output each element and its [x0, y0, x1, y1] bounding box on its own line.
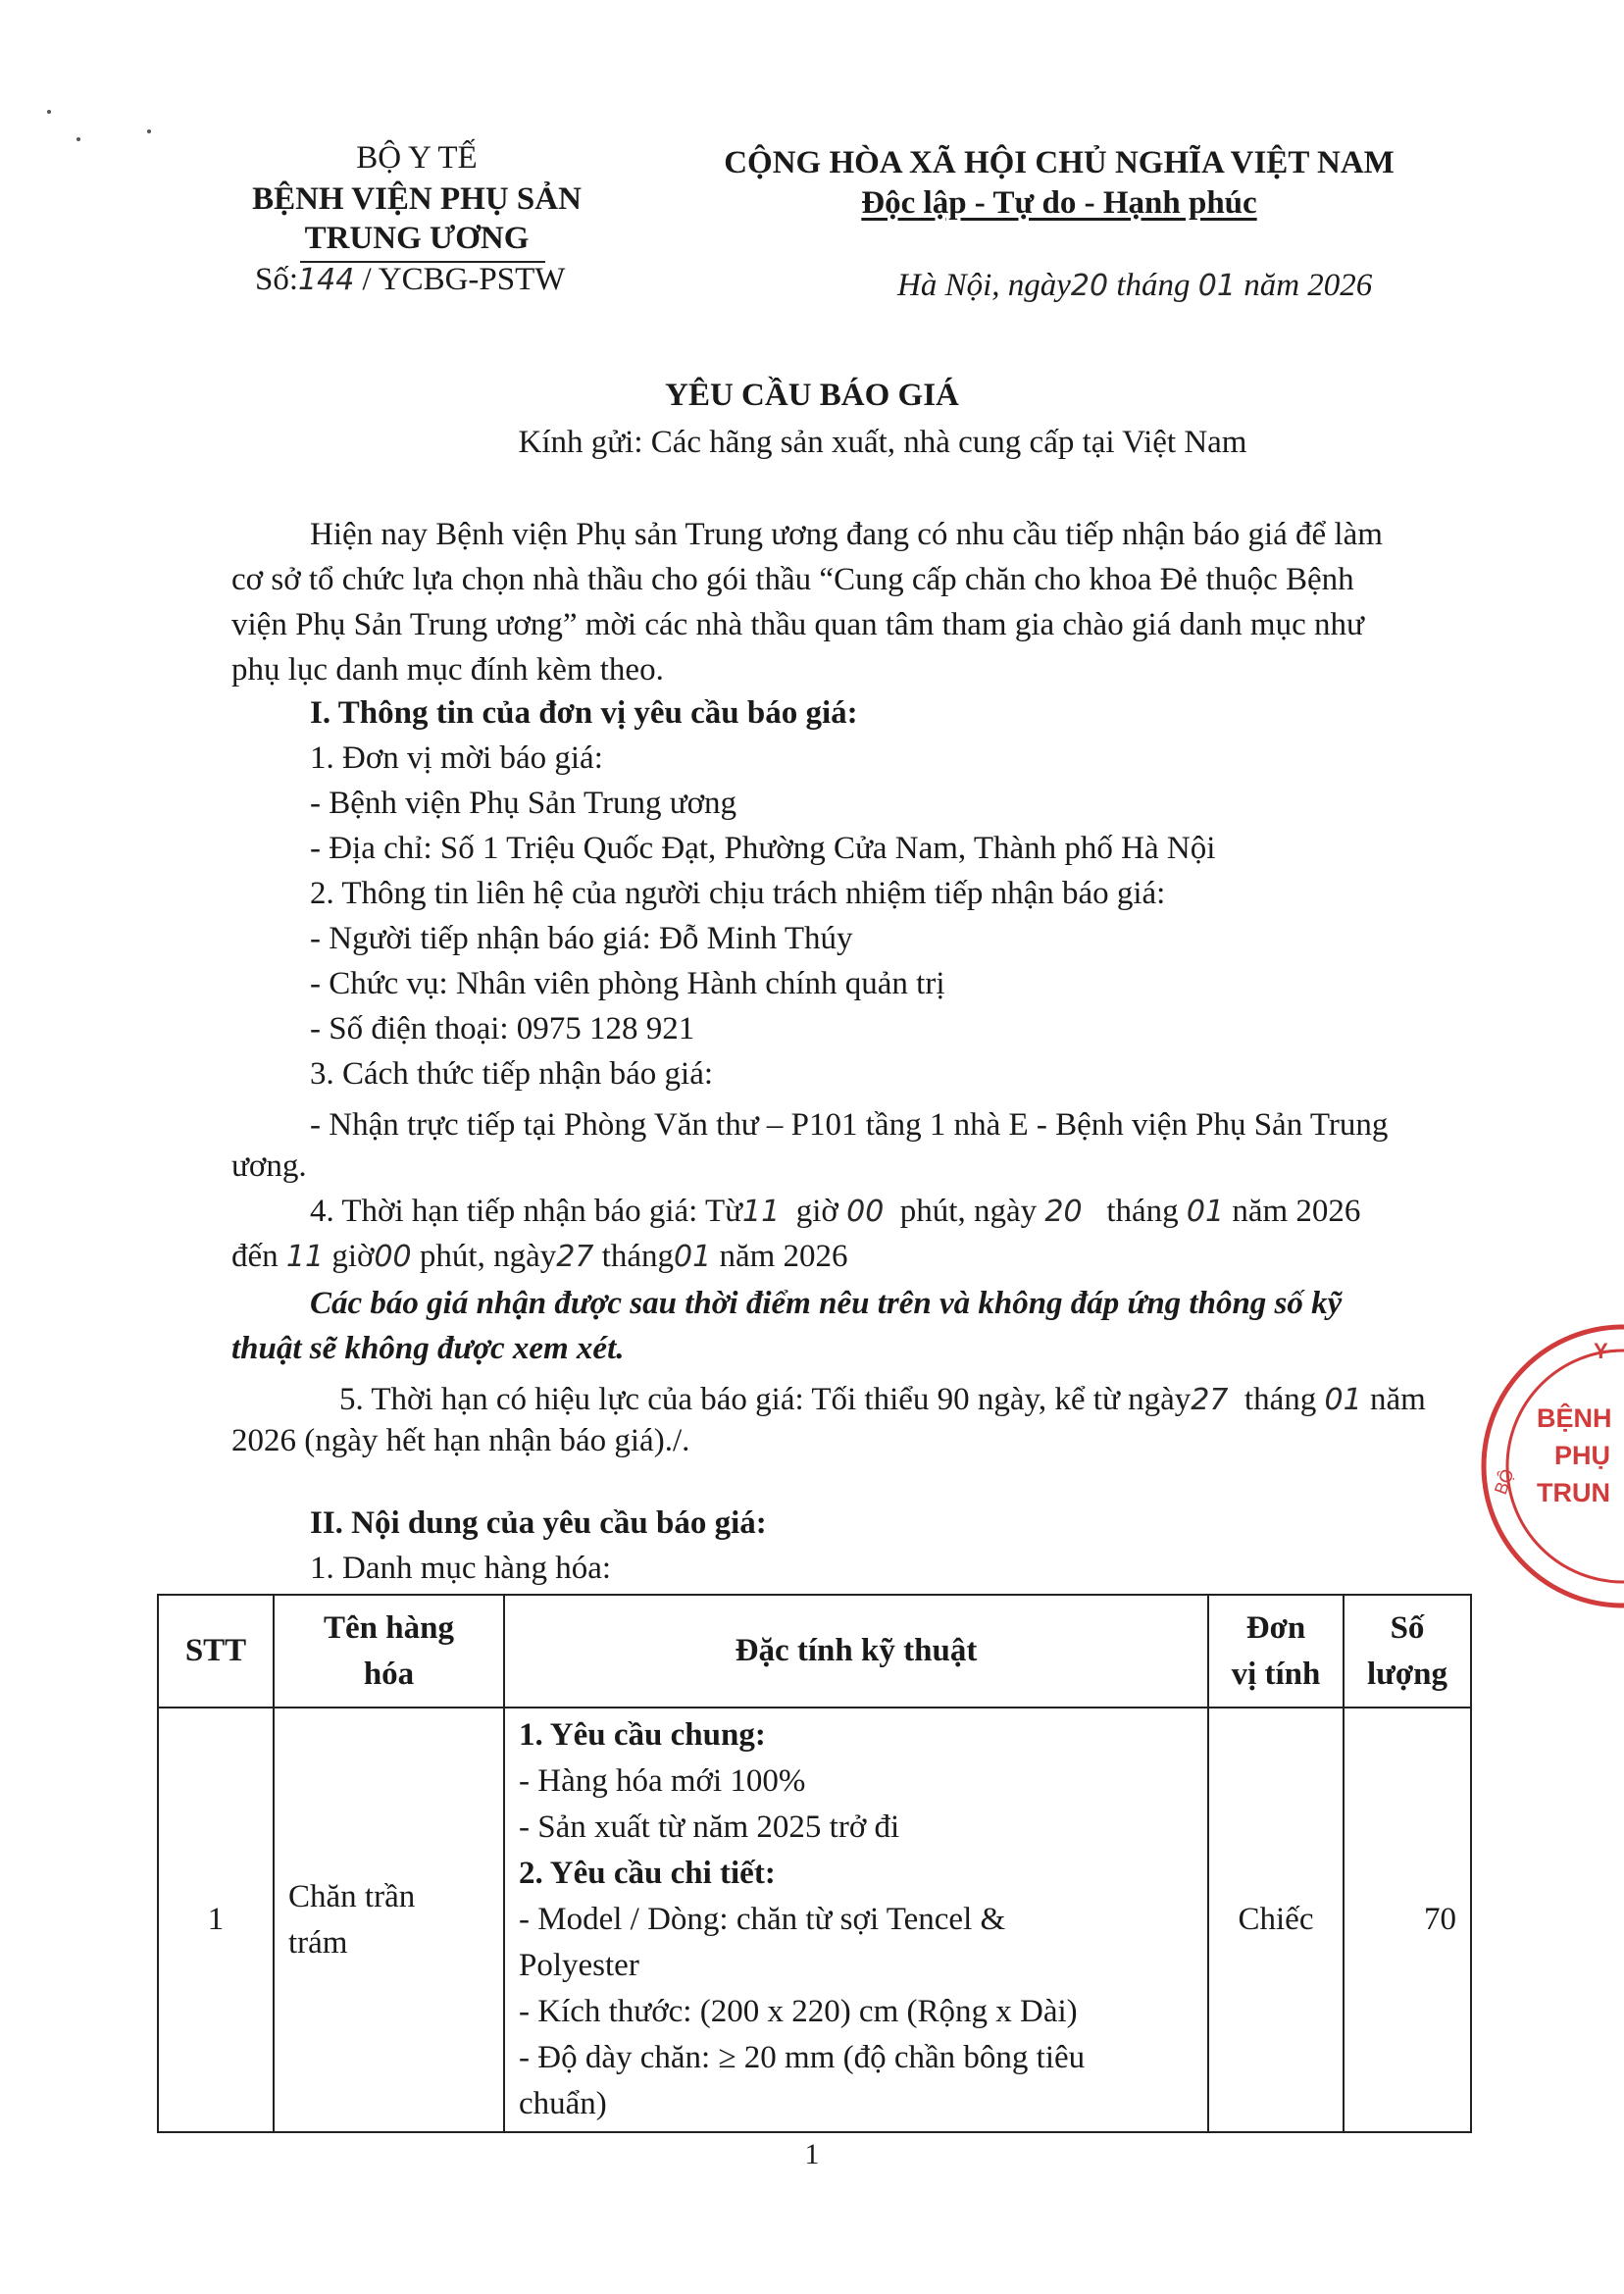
deadline-text: năm 2026 [719, 1239, 848, 1274]
scan-speck [76, 137, 80, 141]
intro-line-2: cơ sở tổ chức lựa chọn nhà thầu cho gói thầu “Cung cấp chăn cho khoa Đẻ thuộc Bệnh [231, 562, 1354, 597]
spec-line: chuẩn) [519, 2086, 607, 2121]
deadline-text: giờ [331, 1239, 375, 1274]
seal-text-line1: BỆNH [1537, 1403, 1612, 1433]
intro-line-4: phụ lục danh mục đính kèm theo. [231, 652, 664, 688]
deadline-month-start: 01 [1186, 1195, 1225, 1229]
warning-line-2: thuật sẽ không được xem xét. [231, 1331, 625, 1366]
unit-name: - Bệnh viện Phụ Sản Trung ương [310, 786, 737, 821]
country-name: CỘNG HÒA XÃ HỘI CHỦ NGHĨA VIỆT NAM [724, 145, 1395, 180]
hospital-name-line2: TRUNG ƯƠNG [304, 221, 530, 256]
doc-number-suffix: / YCBG-PSTW [362, 262, 566, 297]
deadline-day-end: 27 [556, 1240, 594, 1274]
spec-line: - Độ dày chăn: ≥ 20 mm (độ chần bông tiêu [519, 2040, 1086, 2075]
header-stt-label: STT [184, 1633, 247, 1668]
validity-day-handwritten: 27 [1191, 1383, 1229, 1417]
seal-text-line2: PHỤ [1554, 1441, 1611, 1470]
date-place: Hà Nội, ngày [897, 268, 1071, 303]
hospital-name-line1: BỆNH VIỆN PHỤ SẢN [252, 181, 582, 217]
validity-text: 5. Thời hạn có hiệu lực của báo giá: Tối thiểu 90 ngày, kể từ ngày [339, 1382, 1192, 1417]
cell-qty: 70 [1344, 1708, 1471, 2132]
deadline-day-start: 20 [1044, 1195, 1083, 1229]
table-row [158, 1708, 1471, 2132]
receiver-phone: - Số điện thoại: 0975 128 921 [310, 1011, 695, 1046]
section1-item2: 2. Thông tin liên hệ của người chịu trách nhiệm tiếp nhận báo giá: [310, 876, 1166, 911]
date-year: năm 2026 [1243, 268, 1373, 303]
cell-name-line1: Chăn trần [288, 1878, 416, 1914]
spec-heading-detail: 2. Yêu cầu chi tiết: [519, 1856, 776, 1891]
section2-item1: 1. Danh mục hàng hóa: [310, 1551, 612, 1586]
header-spec-label: Đặc tính kỹ thuật [735, 1633, 978, 1668]
deadline-text: năm 2026 [1232, 1194, 1361, 1229]
spec-line: Polyester [519, 1948, 639, 1983]
deadline-text: 4. Thời hạn tiếp nhận báo giá: Từ [310, 1194, 743, 1229]
intro-line-1: Hiện nay Bệnh viện Phụ sản Trung ương đang có nhu cầu tiếp nhận báo giá để làm [310, 517, 1383, 552]
seal-text-side: BỘ [1490, 1466, 1518, 1498]
receiver-name: - Người tiếp nhận báo giá: Đỗ Minh Thúy [310, 921, 853, 956]
validity-line-2: 2026 (ngày hết hạn nhận báo giá)./. [231, 1423, 690, 1458]
method-line-1: - Nhận trực tiếp tại Phòng Văn thư – P101 tầng 1 nhà E - Bệnh viện Phụ Sản Trung [310, 1107, 1389, 1143]
document-title: YÊU CẦU BÁO GIÁ [665, 378, 959, 413]
validity-month-handwritten: 01 [1324, 1383, 1362, 1417]
spec-heading-general: 1. Yêu cầu chung: [519, 1717, 766, 1753]
scan-speck [147, 129, 151, 133]
header-spec [504, 1595, 1208, 1708]
header-qty [1344, 1595, 1471, 1708]
spec-line: - Model / Dòng: chăn từ sợi Tencel & [519, 1902, 1006, 1937]
receiver-position: - Chức vụ: Nhân viên phòng Hành chính quản trị [310, 966, 945, 1001]
deadline-text: tháng [1106, 1194, 1179, 1229]
header-qty-line2: lượng [1366, 1656, 1448, 1692]
header-unit-line1: Đơn [1245, 1609, 1306, 1646]
doc-number-handwritten: 144 [298, 263, 355, 297]
page-number: 1 [804, 2138, 820, 2170]
cell-stt: 1 [158, 1708, 274, 2132]
header-unit-line2: vị tính [1231, 1656, 1321, 1692]
unit-address: - Địa chỉ: Số 1 Triệu Quốc Đạt, Phường Cửa Nam, Thành phố Hà Nội [310, 831, 1216, 866]
header-name-line1: Tên hàng [324, 1609, 454, 1646]
seal-text-top: Y [1594, 1339, 1608, 1363]
header-stt [158, 1595, 274, 1708]
deadline-text: phút, ngày [899, 1194, 1038, 1229]
section2-heading: II. Nội dung của yêu cầu báo giá: [310, 1505, 767, 1541]
method-line-2: ương. [231, 1148, 307, 1184]
validity-text: năm [1369, 1382, 1426, 1417]
header-name [274, 1595, 504, 1708]
document-number [255, 257, 565, 303]
table-header-row [158, 1595, 1471, 1708]
deadline-minute-start: 00 [846, 1195, 885, 1229]
date-month-label: tháng [1116, 268, 1191, 303]
spec-line: - Sản xuất từ năm 2025 trở đi [519, 1810, 900, 1845]
header-unit [1208, 1595, 1344, 1708]
section1-heading: I. Thông tin của đơn vị yêu cầu báo giá: [310, 695, 858, 731]
date-month-handwritten: 01 [1197, 269, 1236, 303]
deadline-text: phút, ngày [419, 1239, 557, 1274]
warning-line-1: Các báo giá nhận được sau thời điểm nêu trên và không đáp ứng thông số kỹ [310, 1286, 1343, 1321]
deadline-text: tháng [601, 1239, 674, 1274]
section1-item1: 1. Đơn vị mời báo giá: [310, 740, 603, 776]
validity-line-1 [339, 1377, 1426, 1423]
official-seal [1476, 1319, 1624, 1594]
national-motto: Độc lập - Tự do - Hạnh phúc [861, 185, 1257, 221]
cell-unit: Chiếc [1208, 1708, 1344, 2132]
document-date [897, 263, 1372, 309]
cell-name [274, 1708, 504, 2132]
cell-spec [504, 1708, 1208, 2132]
section1-item3: 3. Cách thức tiếp nhận báo giá: [310, 1056, 714, 1092]
deadline-hour-start: 11 [742, 1195, 781, 1229]
deadline-line-1 [310, 1189, 1360, 1235]
spec-line: - Hàng hóa mới 100% [519, 1763, 806, 1799]
recipient-line: Kính gửi: Các hãng sản xuất, nhà cung cấp tại Việt Nam [518, 425, 1247, 460]
validity-text: tháng [1243, 1382, 1317, 1417]
ministry-name: BỘ Y TẾ [356, 140, 478, 176]
doc-number-prefix: Số: [255, 262, 299, 297]
intro-line-3: viện Phụ Sản Trung ương” mời các nhà thầu quan tâm tham gia chào giá danh mục như [231, 607, 1364, 642]
goods-table [157, 1594, 1472, 2133]
deadline-minute-end: 00 [374, 1240, 412, 1274]
deadline-hour-end: 11 [285, 1240, 325, 1274]
deadline-month-end: 01 [674, 1240, 712, 1274]
deadline-text: đến [231, 1239, 279, 1274]
header-qty-line1: Số [1390, 1609, 1425, 1646]
spec-line: - Kích thước: (200 x 220) cm (Rộng x Dài) [519, 1994, 1078, 2029]
seal-text-line3: TRUN [1537, 1478, 1610, 1507]
cell-name-line2: trám [288, 1924, 348, 1961]
deadline-text: giờ [795, 1194, 838, 1229]
date-day-handwritten: 20 [1070, 269, 1109, 303]
header-name-line2: hóa [363, 1656, 415, 1692]
deadline-line-2 [231, 1234, 848, 1280]
scan-speck [47, 110, 51, 114]
